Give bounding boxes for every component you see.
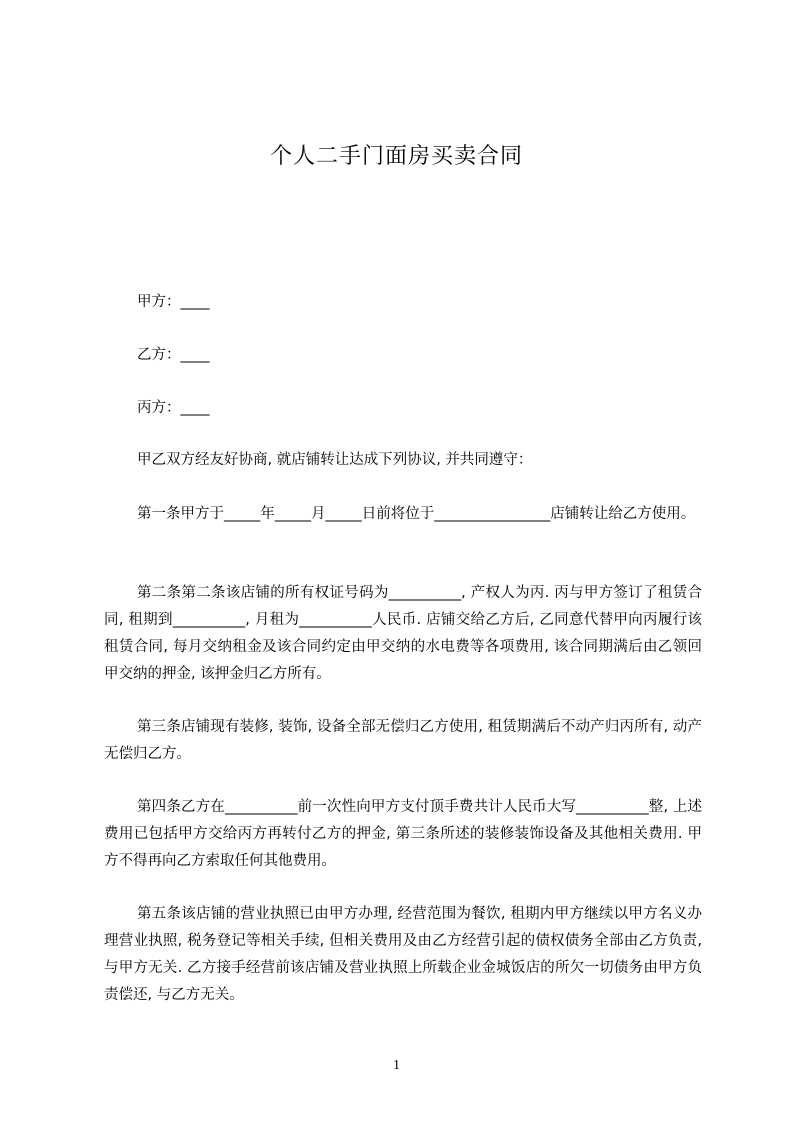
article-1-paragraph: 第一条甲方于_____年_____月_____日前将位于________________店铺转让给乙方使用。 (137, 506, 696, 522)
party-c-line: 丙方：____ (137, 400, 210, 416)
page-title: 个人二手门面房买卖合同 (269, 144, 523, 169)
article-4-paragraph: 第四条乙方在__________前一次性向甲方支付顶手费共计人民币大写__________整, 上述费用已包括甲方交给丙方再转付乙方的押金, 第三条所述的装修装饰设备及其他相关费用. 甲方不得再向乙方索取任何其他费用。 (104, 799, 702, 869)
article-3-paragraph: 第三条店铺现有装修, 装饰, 设备全部无偿归乙方使用, 租赁期满后不动产归丙所有, 动产无偿归乙方。 (104, 719, 702, 762)
party-b-line: 乙方：____ (137, 347, 210, 363)
party-a-line: 甲方：____ (137, 294, 210, 310)
page-number: 1 (393, 1058, 400, 1073)
article-5-paragraph: 第五条该店铺的营业执照已由甲方办理, 经营范围为餐饮, 租期内甲方继续以甲方名义办理营业执照, 税务登记等相关手续, 但相关费用及由乙方经营引起的债权债务全部由乙方负责, 与甲方无关. 乙方接手经营前该店铺及营业执照上所载企业金城饭店的所欠一切债务由甲方负责偿还, 与乙方无关。 (104, 906, 702, 1003)
intro-paragraph: 甲乙双方经友好协商, 就店铺转让达成下列协议, 并共同遵守： (137, 452, 533, 468)
article-2-paragraph: 第二条第二条该店铺的所有权证号码为__________, 产权人为丙. 丙与甲方签订了租赁合同, 租期到__________, 月租为__________人民币. 店铺交给乙方后, 乙同意代替甲向丙履行该租赁合同, 每月交纳租金及该合同约定由甲交纳的水电费等各项费用, 该合同期满后由乙领回甲交纳的押金, 该押金归乙方所有。 (104, 585, 702, 682)
